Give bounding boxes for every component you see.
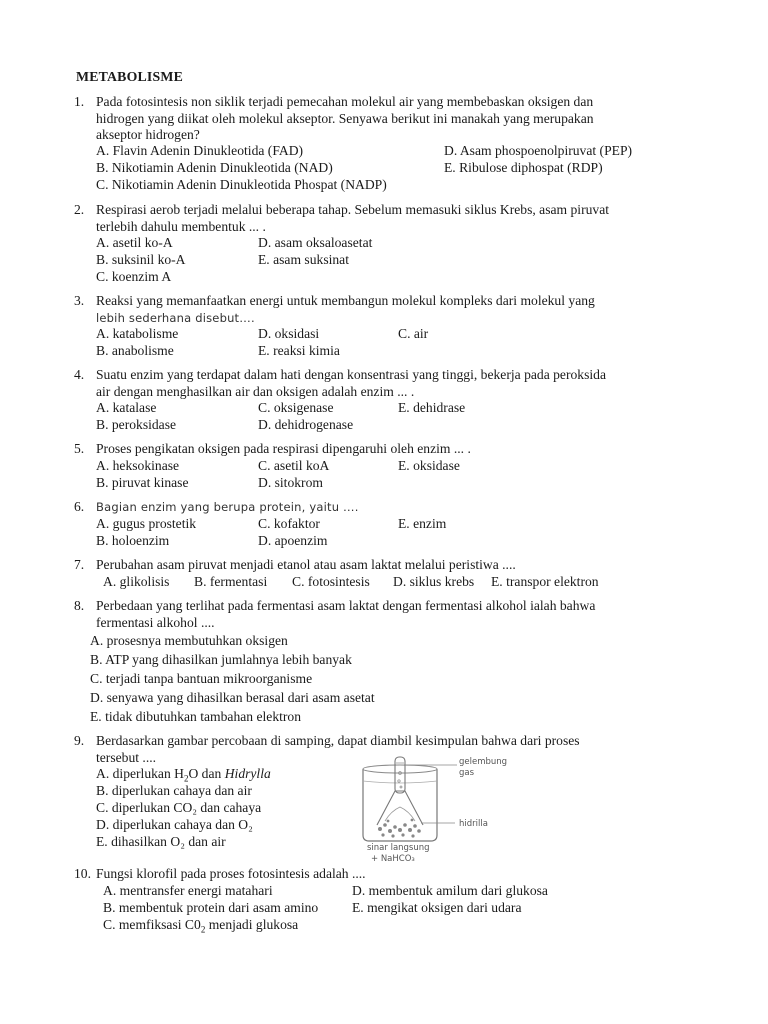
option-c[interactable]: C. fotosintesis xyxy=(292,574,370,589)
option-e[interactable]: E. dehidrase xyxy=(398,400,466,415)
option-b[interactable]: B. anabolisme xyxy=(96,343,174,358)
question-text: lebih sederhana disebut…. xyxy=(96,310,255,325)
option-d[interactable]: D. diperlukan cahaya dan O₂ xyxy=(96,817,253,832)
question-number: 8. xyxy=(74,598,85,613)
option-e[interactable]: E. reaksi kimia xyxy=(258,343,340,358)
question-number: 2. xyxy=(74,202,85,217)
question-number: 10. xyxy=(74,866,91,881)
figure-label-hidrilla: hidrilla xyxy=(459,819,488,829)
option-d[interactable]: D. Asam phospoenolpiruvat (PEP) xyxy=(444,143,633,158)
option-b[interactable]: B. membentuk protein dari asam amino xyxy=(103,900,319,915)
option-e[interactable]: E. dihasilkan O₂ dan air xyxy=(96,834,226,849)
option-a[interactable]: A. glikolisis xyxy=(103,574,170,589)
option-e[interactable]: E. enzim xyxy=(398,516,447,531)
question-number: 5. xyxy=(74,441,85,456)
question-text: Suatu enzim yang terdapat dalam hati dengan konsentrasi yang tinggi, bekerja pada peroksida xyxy=(96,367,606,382)
option-e[interactable]: E. asam suksinat xyxy=(258,252,349,267)
option-c[interactable]: C. air xyxy=(398,326,429,341)
option-b[interactable]: B. Nikotiamin Adenin Dinukleotida (NAD) xyxy=(96,160,333,175)
question-number: 6. xyxy=(74,499,85,514)
question-text: terlebih dahulu membentuk ... . xyxy=(96,218,266,234)
option-a[interactable]: A. heksokinase xyxy=(96,458,180,473)
option-b[interactable]: B. fermentasi xyxy=(194,574,268,589)
figure-label-nahco3: + NaHCO₃ xyxy=(371,854,415,864)
option-e[interactable]: E. oksidase xyxy=(398,458,460,473)
figure-label-gelembung: gelembung xyxy=(459,757,508,767)
question-number: 3. xyxy=(74,293,85,308)
option-b[interactable]: B. piruvat kinase xyxy=(96,475,189,490)
option-d[interactable]: D. asam oksaloasetat xyxy=(258,235,373,250)
option-b[interactable]: B. ATP yang dihasilkan jumlahnya lebih banyak xyxy=(90,652,352,667)
option-a[interactable]: A. Flavin Adenin Dinukleotida (FAD) xyxy=(96,143,304,158)
option-c[interactable]: C. Nikotiamin Adenin Dinukleotida Phospat (NADP) xyxy=(96,177,387,192)
option-a[interactable]: A. prosesnya membutuhkan oksigen xyxy=(90,633,288,648)
question-text: fermentasi alkohol .... xyxy=(96,614,215,630)
question-text: hidrogen yang diikat oleh molekul akseptor. Senyawa berikut ini manakah yang merupakan xyxy=(96,110,594,126)
question-number: 7. xyxy=(74,557,85,572)
question-number: 9. xyxy=(74,733,85,748)
option-d[interactable]: D. dehidrogenase xyxy=(258,417,354,432)
option-d[interactable]: D. senyawa yang dihasilkan berasal dari asam asetat xyxy=(90,690,375,705)
option-c[interactable]: C. asetil koA xyxy=(258,458,330,473)
option-e[interactable]: E. tidak dibutuhkan tambahan elektron xyxy=(90,709,302,724)
question-text: air dengan menghasilkan air dan oksigen adalah enzim ... . xyxy=(96,383,415,399)
figure-label-sinar: sinar langsung xyxy=(367,843,430,853)
question-text: Proses pengikatan oksigen pada respirasi dipengaruhi oleh enzim ... . xyxy=(96,441,471,456)
option-c[interactable]: C. memfiksasi $C0_2$ menjadi glukosa xyxy=(103,917,299,935)
option-d[interactable]: D. sitokrom xyxy=(258,475,323,490)
question-text: akseptor hidrogen? xyxy=(96,127,200,142)
option-d[interactable]: D. apoenzim xyxy=(258,533,328,548)
option-a[interactable]: A. asetil ko-A xyxy=(96,235,173,250)
question-text: Perubahan asam piruvat menjadi etanol atau asam laktat melalui peristiwa .... xyxy=(96,557,516,572)
option-e[interactable]: E. mengikat oksigen dari udara xyxy=(352,900,522,915)
question-number: 1. xyxy=(74,94,85,109)
option-c[interactable]: C. oksigenase xyxy=(258,400,334,415)
figure-label-gas: gas xyxy=(459,768,475,778)
question-text: Respirasi aerob terjadi melalui beberapa tahap. Sebelum memasuki siklus Krebs, asam piruvat xyxy=(96,202,610,217)
option-d[interactable]: D. siklus krebs xyxy=(393,574,475,589)
question-text: Pada fotosintesis non siklik terjadi pemecahan molekul air yang membebaskan oksigen dan xyxy=(96,94,594,109)
option-a[interactable]: A. diperlukan $H_2O$ dan Hidrylla xyxy=(96,766,271,784)
question-text: Bagian enzim yang berupa protein, yaitu …. xyxy=(96,500,359,514)
question-text: Berdasarkan gambar percobaan di samping, dapat diambil kesimpulan bahwa dari proses xyxy=(96,733,580,748)
question-text: tersebut .... xyxy=(96,749,157,765)
option-a[interactable]: A. katalase xyxy=(96,400,157,415)
option-c[interactable]: C. terjadi tanpa bantuan mikroorganisme xyxy=(90,671,313,686)
option-a[interactable]: A. gugus prostetik xyxy=(96,516,197,531)
question-number: 4. xyxy=(74,367,85,382)
option-d[interactable]: D. membentuk amilum dari glukosa xyxy=(352,883,548,898)
option-c[interactable]: C. kofaktor xyxy=(258,516,320,531)
option-a[interactable]: A. mentransfer energi matahari xyxy=(103,883,273,898)
experiment-figure xyxy=(355,751,515,867)
page-title: METABOLISME xyxy=(76,69,183,84)
option-b[interactable]: B. diperlukan cahaya dan air xyxy=(96,783,252,798)
question-text: Fungsi klorofil pada proses fotosintesis adalah .... xyxy=(96,866,366,881)
option-e[interactable]: E. Ribulose diphospat (RDP) xyxy=(444,160,603,175)
option-b[interactable]: B. peroksidase xyxy=(96,417,177,432)
option-d[interactable]: D. oksidasi xyxy=(258,326,320,341)
option-b[interactable]: B. suksinil ko-A xyxy=(96,252,186,267)
question-text: Perbedaan yang terlihat pada fermentasi asam laktat dengan fermentasi alkohol ialah bahwa xyxy=(96,598,596,613)
option-c[interactable]: C. koenzim A xyxy=(96,269,172,284)
option-c[interactable]: C. diperlukan CO₂ dan cahaya xyxy=(96,800,262,815)
option-e[interactable]: E. transpor elektron xyxy=(491,574,599,589)
option-a[interactable]: A. katabolisme xyxy=(96,326,179,341)
option-b[interactable]: B. holoenzim xyxy=(96,533,170,548)
question-text: Reaksi yang memanfaatkan energi untuk membangun molekul kompleks dari molekul yang xyxy=(96,293,595,308)
